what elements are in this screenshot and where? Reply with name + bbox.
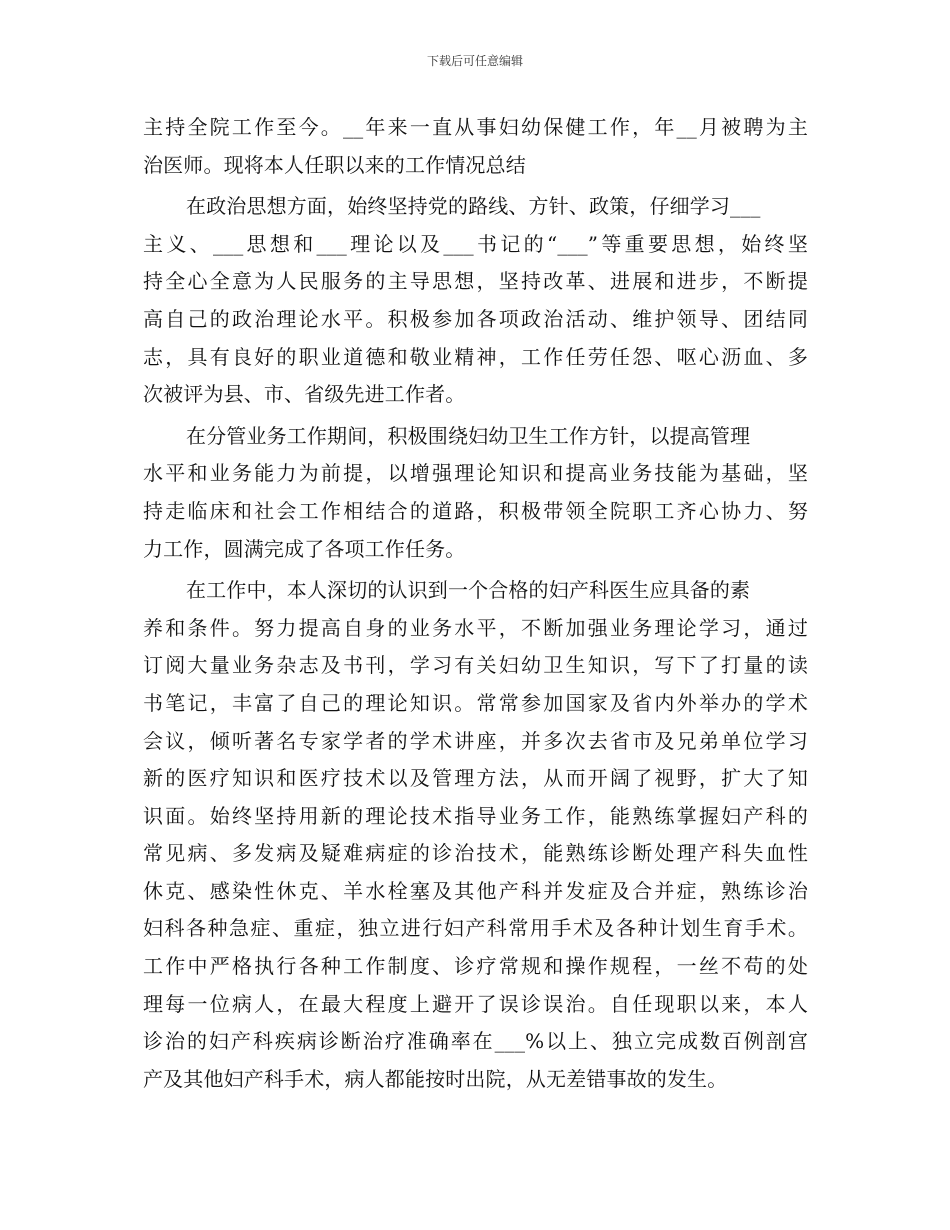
text-line: 订阅大量业务杂志及书刊，学习有关妇幼卫生知识，写下了打量的读: [143, 653, 808, 678]
text-line: 理每一位病人，在最大程度上避开了误诊误治。自任现职以来，本人: [143, 991, 808, 1016]
text-line: 常见病、多发病及疑难病症的诊治技术，能熟练诊断处理产科失血性: [143, 841, 808, 866]
text-line: 诊治的妇产科疾病诊断治疗准确率在___%以上、独立完成数百例剖宫: [143, 1029, 808, 1054]
text-line: 持全心全意为人民服务的主导思想，坚持改革、进展和进步，不断提: [143, 269, 808, 294]
text-line: 持走临床和社会工作相结合的道路，积极带领全院职工齐心协力、努: [143, 498, 808, 523]
paragraph-first-line: 在分管业务工作期间，积极围绕妇幼卫生工作方针，以提高管理: [186, 423, 751, 448]
text-line: 志，具有良好的职业道德和敬业精神，工作任劳任怨、呕心沥血、多: [143, 344, 808, 369]
text-line: 次被评为县、市、省级先进工作者。: [143, 382, 466, 407]
text-line: 新的医疗知识和医疗技术以及管理方法，从而开阔了视野，扩大了知: [143, 766, 808, 791]
text-line: 水平和业务能力为前提，以增强理论知识和提高业务技能为基础，坚: [143, 461, 808, 486]
text-line: 识面。始终坚持用新的理论技术指导业务工作，能熟练掌握妇产科的: [143, 803, 808, 828]
paragraph-first-line: 在工作中，本人深切的认识到一个合格的妇产科医生应具备的素: [186, 578, 751, 603]
text-line: 产及其他妇产科手术，病人都能按时出院，从无差错事故的发生。: [143, 1066, 728, 1091]
text-line: 治医师。现将本人任职以来的工作情况总结: [143, 152, 526, 177]
text-line: 养和条件。努力提高自身的业务水平，不断加强业务理论学习，通过: [143, 615, 808, 640]
page-header: 下载后可任意编辑: [426, 54, 523, 68]
text-line: 妇科各种急症、重症，独立进行妇产科常用手术及各种计划生育手术。: [143, 916, 808, 941]
text-line: 力工作，圆满完成了各项工作任务。: [143, 536, 466, 561]
document-body: [143, 109, 808, 1098]
text-line: 高自己的政治理论水平。积极参加各项政治活动、维护领导、团结同: [143, 306, 808, 331]
text-line: 休克、感染性休克、羊水栓塞及其他产科并发症及合并症，熟练诊治: [143, 878, 808, 903]
text-line: 书笔记，丰富了自己的理论知识。常常参加国家及省内外举办的学术: [143, 690, 808, 715]
text-line: 主义、___思想和___理论以及___书记的“___”等重要思想，始终坚: [143, 231, 808, 256]
text-line: 主持全院工作至今。__年来一直从事妇幼保健工作，年__月被聘为主: [143, 115, 808, 139]
text-line: 工作中严格执行各种工作制度、诊疗常规和操作规程，一丝不苟的处: [143, 954, 808, 979]
text-line: 会议，倾听著名专家学者的学术讲座，并多次去省市及兄弟单位学习: [143, 728, 808, 753]
paragraph-first-line: 在政治思想方面，始终坚持党的路线、方针、政策，仔细学习___: [186, 194, 761, 219]
